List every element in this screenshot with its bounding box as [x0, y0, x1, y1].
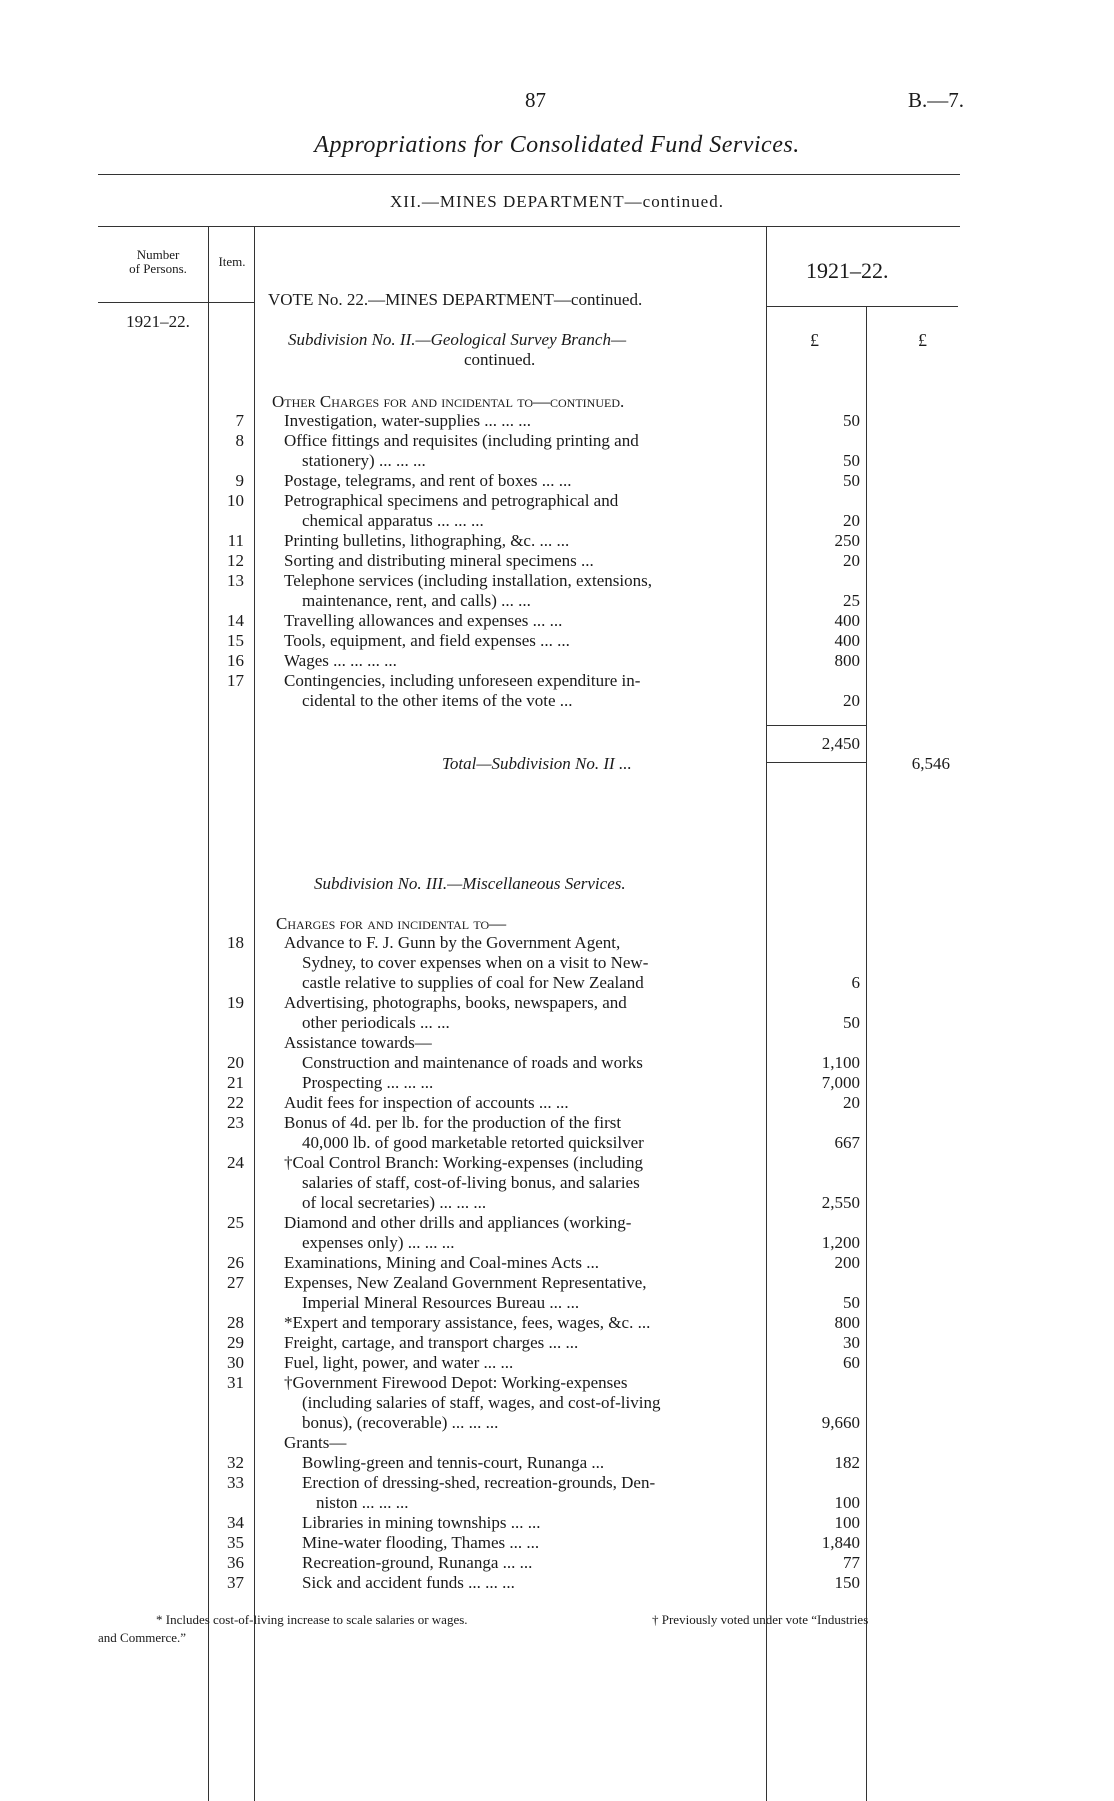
line-item-amount: 25 — [843, 591, 860, 610]
item-number: 22 — [227, 1093, 244, 1112]
line-item-amount: 20 — [843, 551, 860, 570]
line-item-description: Bowling-green and tennis-court, Runanga ... — [302, 1453, 605, 1472]
line-item-description: maintenance, rent, and calls) ... ... — [302, 591, 531, 610]
line-item-description: Assistance towards— — [284, 1033, 432, 1052]
amount-header-rule — [766, 306, 958, 307]
line-item-description: Examinations, Mining and Coal-mines Acts ... — [284, 1253, 599, 1272]
item-number: 32 — [227, 1453, 244, 1472]
item-number: 34 — [227, 1513, 244, 1532]
vote-heading: VOTE No. 22.—MINES DEPARTMENT—continued. — [268, 290, 643, 309]
item-number: 19 — [227, 993, 244, 1012]
persons-header-rule — [98, 302, 254, 303]
year-column-header: 1921–22. — [806, 258, 889, 283]
page-number: 87 — [525, 88, 546, 112]
subdivision-2-subtotal: 2,450 — [821, 734, 860, 753]
line-item-description: Telephone services (including installation, extensions, — [284, 571, 652, 590]
line-item-description: other periodicals ... ... — [302, 1013, 450, 1032]
line-item-amount: 667 — [834, 1133, 860, 1152]
line-item-description: Expenses, New Zealand Government Representative, — [284, 1273, 647, 1292]
item-number: 10 — [227, 491, 244, 510]
total-rule — [766, 762, 866, 763]
subtotal-rule — [766, 725, 866, 726]
line-item-amount: 150 — [834, 1573, 860, 1592]
line-item-description: salaries of staff, cost-of-living bonus, and salaries — [302, 1173, 640, 1192]
line-item-amount: 400 — [834, 611, 860, 630]
line-item-description: Contingencies, including unforeseen expenditure in- — [284, 671, 641, 690]
item-number: 24 — [227, 1153, 244, 1172]
item-number: 27 — [227, 1273, 244, 1292]
line-item-description: Recreation-ground, Runanga ... ... — [302, 1553, 533, 1572]
line-item-description: Grants— — [284, 1433, 347, 1452]
line-item-amount: 1,840 — [821, 1533, 860, 1552]
line-item-amount: 182 — [834, 1453, 860, 1472]
line-item-amount: 9,660 — [821, 1413, 860, 1432]
item-number: 28 — [227, 1313, 244, 1332]
table-top-rule — [98, 226, 960, 227]
item-number: 11 — [227, 531, 244, 550]
line-item-amount: 20 — [843, 1093, 860, 1112]
line-item-description: Travelling allowances and expenses ... ... — [284, 611, 563, 630]
line-item-description: Prospecting ... ... ... — [302, 1073, 434, 1092]
line-item-amount: 250 — [834, 531, 860, 550]
subdivision-3-heading: Charges for and incidental to— — [276, 914, 507, 933]
item-number: 21 — [227, 1073, 244, 1092]
subdivision-2-total-label: Total—Subdivision No. II ... — [442, 754, 632, 773]
line-item-description: Printing bulletins, lithographing, &c. ... ... — [284, 531, 570, 550]
line-item-amount: 30 — [843, 1333, 860, 1352]
line-item-amount: 1,100 — [821, 1053, 860, 1072]
line-item-description: Diamond and other drills and appliances (working- — [284, 1213, 632, 1232]
footnote-star: * Includes cost-of-living increase to scale salaries or wages. — [156, 1612, 468, 1627]
line-item-description: †Government Firewood Depot: Working-expenses — [284, 1373, 628, 1392]
line-item-description: Wages ... ... ... ... — [284, 651, 397, 670]
item-number: 15 — [227, 631, 244, 650]
line-item-description: *Expert and temporary assistance, fees, wages, &c. ... — [284, 1313, 651, 1332]
line-item-description: Tools, equipment, and field expenses ... ... — [284, 631, 570, 650]
line-item-amount: 1,200 — [821, 1233, 860, 1252]
item-number: 30 — [227, 1353, 244, 1372]
line-item-description: Imperial Mineral Resources Bureau ... ... — [302, 1293, 580, 1312]
line-item-amount: 50 — [843, 1013, 860, 1032]
item-text-divider — [254, 226, 255, 1801]
line-item-description: Sick and accident funds ... ... ... — [302, 1573, 515, 1592]
line-item-amount: 400 — [834, 631, 860, 650]
item-number: 12 — [227, 551, 244, 570]
line-item-description: bonus), (recoverable) ... ... ... — [302, 1413, 499, 1432]
item-number: 14 — [227, 611, 244, 630]
line-item-description: Freight, cartage, and transport charges ... ... — [284, 1333, 579, 1352]
persons-column-header: Number of Persons. — [129, 247, 187, 276]
line-item-description: Sydney, to cover expenses when on a visit to New- — [302, 953, 649, 972]
item-number: 7 — [235, 411, 244, 430]
item-number: 20 — [227, 1053, 244, 1072]
item-number: 37 — [227, 1573, 244, 1592]
item-number: 26 — [227, 1253, 244, 1272]
line-item-description: niston ... ... ... — [316, 1493, 409, 1512]
line-item-amount: 800 — [834, 1313, 860, 1332]
amount-split-divider — [866, 306, 867, 1801]
item-number: 18 — [227, 933, 244, 952]
item-number: 16 — [227, 651, 244, 670]
document-reference: B.—7. — [908, 88, 965, 112]
line-item-description: chemical apparatus ... ... ... — [302, 511, 484, 530]
line-item-amount: 77 — [843, 1553, 860, 1572]
footnote-dagger: † Previously voted under vote “Industries — [652, 1612, 869, 1627]
line-item-amount: 6 — [851, 973, 860, 992]
line-item-amount: 800 — [834, 651, 860, 670]
line-item-amount: 20 — [843, 691, 860, 710]
line-item-amount: 100 — [834, 1513, 860, 1532]
item-number: 23 — [227, 1113, 244, 1132]
title-rule — [98, 174, 960, 175]
line-item-description: castle relative to supplies of coal for New Zealand — [302, 973, 644, 992]
line-item-description: (including salaries of staff, wages, and cost-of-living — [302, 1393, 661, 1412]
item-number: 25 — [227, 1213, 244, 1232]
line-item-description: Erection of dressing-shed, recreation-grounds, Den- — [302, 1473, 656, 1492]
line-item-description: Postage, telegrams, and rent of boxes ... ... — [284, 471, 572, 490]
item-number: 13 — [227, 571, 244, 590]
line-item-amount: 50 — [843, 1293, 860, 1312]
subdivision-3-title: Subdivision No. III.—Miscellaneous Services. — [314, 874, 626, 893]
item-column-header: Item. — [218, 254, 246, 269]
line-item-description: †Coal Control Branch: Working-expenses (including — [284, 1153, 644, 1172]
subdivision-2-total: 6,546 — [911, 754, 950, 773]
line-item-amount: 50 — [843, 471, 860, 490]
line-item-description: Advance to F. J. Gunn by the Government Agent, — [284, 933, 621, 952]
page-title: Appropriations for Consolidated Fund Services. — [314, 132, 800, 158]
line-item-description: expenses only) ... ... ... — [302, 1233, 455, 1252]
line-item-description: of local secretaries) ... ... ... — [302, 1193, 487, 1212]
section-heading: XII.—MINES DEPARTMENT—continued. — [390, 192, 724, 211]
text-amount-divider — [766, 226, 767, 1801]
line-item-amount: 20 — [843, 511, 860, 530]
line-item-amount: 60 — [843, 1353, 860, 1372]
item-number: 8 — [235, 431, 244, 450]
line-item-description: Sorting and distributing mineral specimens ... — [284, 551, 594, 570]
line-item-description: Office fittings and requisites (including printing and — [284, 431, 639, 450]
line-item-amount: 50 — [843, 451, 860, 470]
line-item-description: stationery) ... ... ... — [302, 451, 426, 470]
line-item-description: Construction and maintenance of roads and works — [302, 1053, 643, 1072]
footnote-dagger-cont: and Commerce.” — [98, 1630, 187, 1645]
line-item-amount: 2,550 — [821, 1193, 860, 1212]
pound-sign-left: £ — [810, 330, 819, 350]
item-number: 29 — [227, 1333, 244, 1352]
item-number: 31 — [227, 1373, 244, 1392]
line-item-amount: 200 — [834, 1253, 860, 1272]
line-item-amount: 100 — [834, 1493, 860, 1512]
item-number: 35 — [227, 1533, 244, 1552]
line-item-description: Libraries in mining townships ... ... — [302, 1513, 541, 1532]
line-item-description: 40,000 lb. of good marketable retorted quicksilver — [302, 1133, 644, 1152]
line-item-description: Audit fees for inspection of accounts ... ... — [284, 1093, 569, 1112]
item-number: 33 — [227, 1473, 244, 1492]
subdivision-2-heading: Other Charges for and incidental to—continued. — [272, 392, 625, 411]
line-item-description: Bonus of 4d. per lb. for the production of the first — [284, 1113, 622, 1132]
line-item-description: Mine-water flooding, Thames ... ... — [302, 1533, 540, 1552]
line-item-description: Investigation, water-supplies ... ... ... — [284, 411, 532, 430]
subdivision-2-title: Subdivision No. II.—Geological Survey Branch— — [288, 330, 627, 349]
item-number: 9 — [235, 471, 244, 490]
line-item-description: cidental to the other items of the vote ... — [302, 691, 573, 710]
persons-year-label: 1921–22. — [126, 312, 190, 331]
line-item-amount: 7,000 — [821, 1073, 860, 1092]
line-item-description: Fuel, light, power, and water ... ... — [284, 1353, 514, 1372]
item-number: 36 — [227, 1553, 244, 1572]
line-item-amount: 50 — [843, 411, 860, 430]
item-number: 17 — [227, 671, 244, 690]
line-item-description: Advertising, photographs, books, newspapers, and — [284, 993, 627, 1012]
line-item-description: Petrographical specimens and petrographical and — [284, 491, 619, 510]
subdivision-2-title-cont: continued. — [464, 350, 536, 369]
pound-sign-right: £ — [918, 330, 927, 350]
